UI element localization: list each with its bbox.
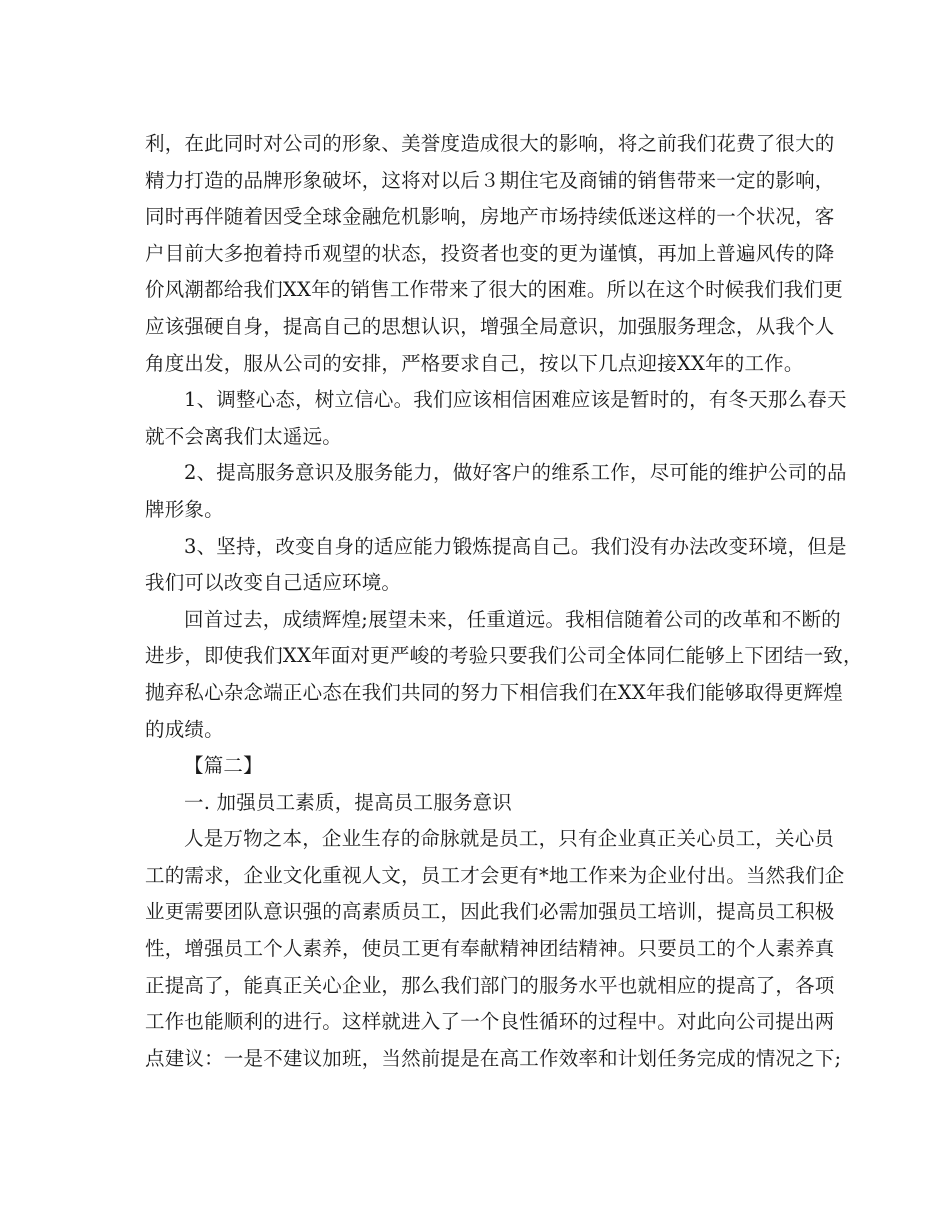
text-line: 一. 加强员工素质，提高员工服务意识 — [184, 790, 512, 814]
text-line: 1、调整心态，树立信心。我们应该相信困难应该是暂时的，有冬天那么春天 — [184, 388, 847, 412]
text-line: 抛弃私心杂念端正心态在我们共同的努力下相信我们在XX年我们能够取得更辉煌 — [145, 680, 843, 704]
text-line: 点建议：一是不建议加班，当然前提是在高工作效率和计划任务完成的情况之下; — [145, 1046, 842, 1070]
text-line: 回首过去，成绩辉煌;展望未来，任重道远。我相信随着公司的改革和不断的 — [184, 607, 841, 631]
text-line: 利，在此同时对公司的形象、美誉度造成很大的影响，将之前我们花费了很大的 — [145, 132, 835, 155]
text-line: 的成绩。 — [145, 717, 224, 741]
text-line: 同时再伴随着因受全球金融危机影响，房地产市场持续低迷这样的一个状况，客 — [145, 205, 835, 229]
text-line: 我们可以改变自己适应环境。 — [145, 571, 402, 595]
text-line: 应该强硬自身，提高自己的思想认识，增强全局意识，加强服务理念，从我个人 — [145, 314, 835, 338]
text-line: 进步，即使我们XX年面对更严峻的考验只要我们公司全体同仁能够上下团结一致， — [145, 644, 863, 668]
text-line: 就不会离我们太遥远。 — [145, 424, 343, 448]
text-line: 精力打造的品牌形象破坏，这将对以后３期住宅及商铺的销售带来一定的影响， — [145, 168, 835, 192]
text-line: 3、坚持，改变自身的适应能力锻炼提高自己。我们没有办法改变环境，但是 — [184, 534, 847, 558]
text-line: 【篇二】 — [184, 754, 263, 778]
text-line: 牌形象。 — [145, 497, 224, 521]
text-line: 工的需求，企业文化重视人文，员工才会更有*地工作来为企业付出。当然我们企 — [145, 863, 845, 887]
text-line: 性，增强员工个人素养，使员工更有奉献精神团结精神。只要员工的个人素养真 — [145, 937, 835, 961]
text-line: 正提高了，能真正关心企业，那么我们部门的服务水平也就相应的提高了，各项 — [145, 973, 835, 997]
text-line: 业更需要团队意识强的高素质员工，因此我们必需加强员工培训，提高员工积极 — [145, 900, 835, 924]
document-body — [145, 126, 863, 1077]
text-line: 2、提高服务意识及服务能力，做好客户的维系工作，尽可能的维护公司的品 — [184, 461, 847, 485]
text-line: 角度出发，服从公司的安排，严格要求自己，按以下几点迎接XX年的工作。 — [145, 351, 804, 375]
text-line: 人是万物之本，企业生存的命脉就是员工，只有企业真正关心员工，关心员 — [184, 827, 835, 851]
text-line: 工作也能顺利的进行。这样就进入了一个良性循环的过程中。对此向公司提出两 — [145, 1010, 835, 1034]
text-line: 价风潮都给我们XX年的销售工作带来了很大的困难。所以在这个时候我们我们更 — [145, 278, 843, 302]
text-line: 户目前大多抱着持币观望的状态，投资者也变的更为谨慎，再加上普遍风传的降 — [145, 241, 835, 265]
